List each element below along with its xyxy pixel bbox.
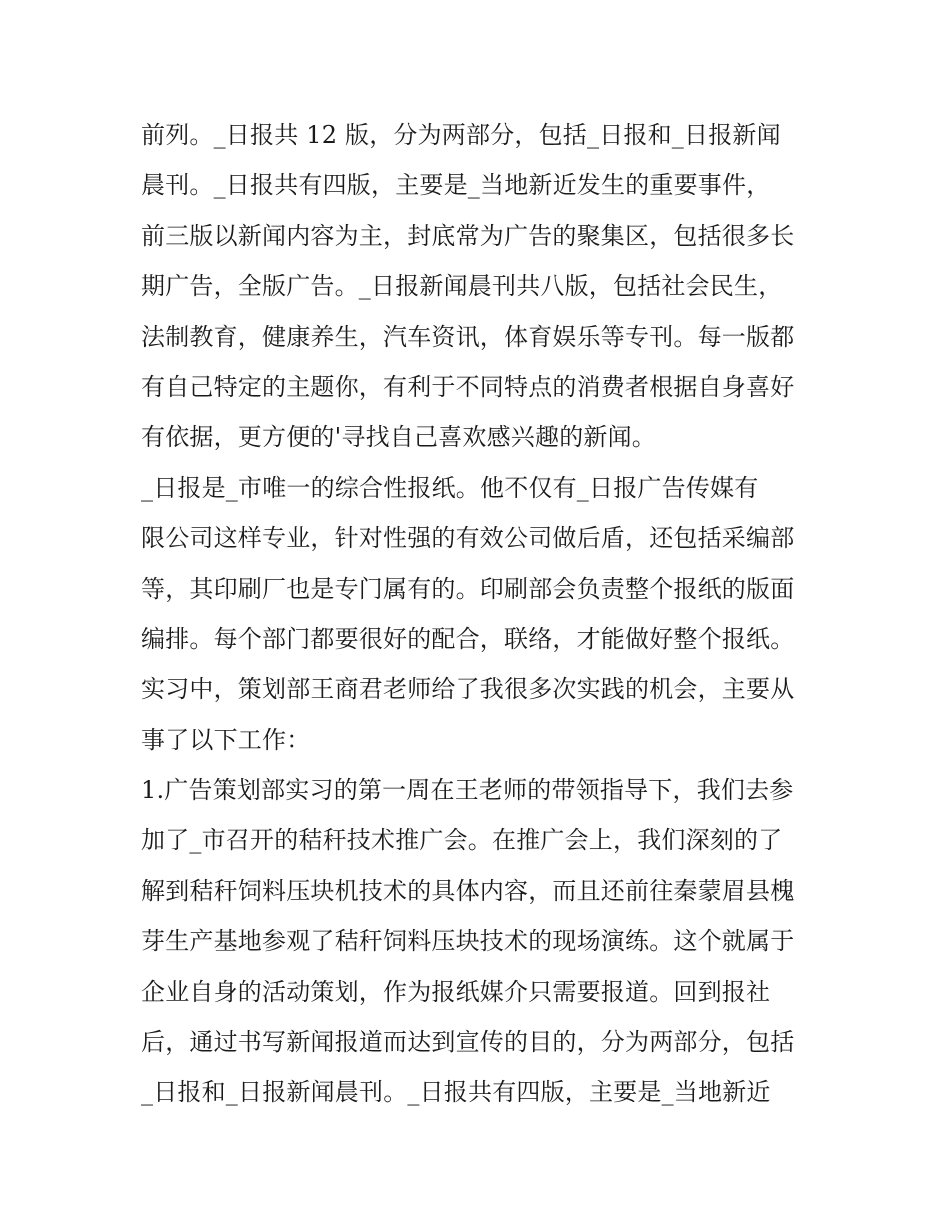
text-line: 晨刊。_日报共有四版，主要是_当地新近发生的重要事件， bbox=[141, 171, 771, 200]
text-line: 解到秸秆饲料压块机技术的具体内容，而且还前往秦蒙眉县槐 bbox=[141, 876, 795, 905]
text-line: 限公司这样专业，针对性强的有效公司做后盾，还包括采编部 bbox=[141, 524, 795, 553]
text-line: 实习中，策划部王商君老师给了我很多次实践的机会，主要从 bbox=[141, 675, 795, 704]
text-line: 有自己特定的主题你，有利于不同特点的消费者根据自身喜好 bbox=[141, 372, 795, 401]
text-line: _日报和_日报新闻晨刊。_日报共有四版，主要是_当地新近 bbox=[141, 1078, 771, 1107]
text-line: 期广告，全版广告。_日报新闻晨刊共八版，包括社会民生， bbox=[141, 272, 783, 301]
document-body bbox=[141, 110, 821, 1118]
text-line: 前三版以新闻内容为主，封底常为广告的聚集区，包括很多长 bbox=[141, 221, 795, 250]
text-line: 后，通过书写新闻报道而达到宣传的目的，分为两部分，包括 bbox=[141, 1028, 795, 1057]
text-line: 1.广告策划部实习的第一周在王老师的带领指导下，我们去参 bbox=[141, 776, 794, 805]
text-line: 有依据，更方便的'寻找自己喜欢感兴趣的新闻。 bbox=[141, 423, 656, 452]
text-line: 编排。每个部门都要很好的配合，联络，才能做好整个报纸。 bbox=[141, 624, 795, 653]
text-line: 芽生产基地参观了秸秆饲料压块技术的现场演练。这个就属于 bbox=[141, 927, 795, 956]
text-line: 加了_市召开的秸秆技术推广会。在推广会上，我们深刻的了 bbox=[141, 826, 783, 855]
text-line: 事了以下工作： bbox=[141, 725, 311, 754]
text-line: 法制教育，健康养生，汽车资讯，体育娱乐等专刊。每一版都 bbox=[141, 322, 795, 351]
text-line: 企业自身的活动策划，作为报纸媒介只需要报道。回到报社 bbox=[141, 977, 771, 1006]
text-line: _日报是_市唯一的综合性报纸。他不仅有_日报广告传媒有 bbox=[141, 473, 759, 502]
text-line: 等，其印刷厂也是专门属有的。印刷部会负责整个报纸的版面 bbox=[141, 574, 795, 603]
text-line: 前列。_日报共 12 版，分为两部分，包括_日报和_日报新闻 bbox=[141, 121, 781, 149]
